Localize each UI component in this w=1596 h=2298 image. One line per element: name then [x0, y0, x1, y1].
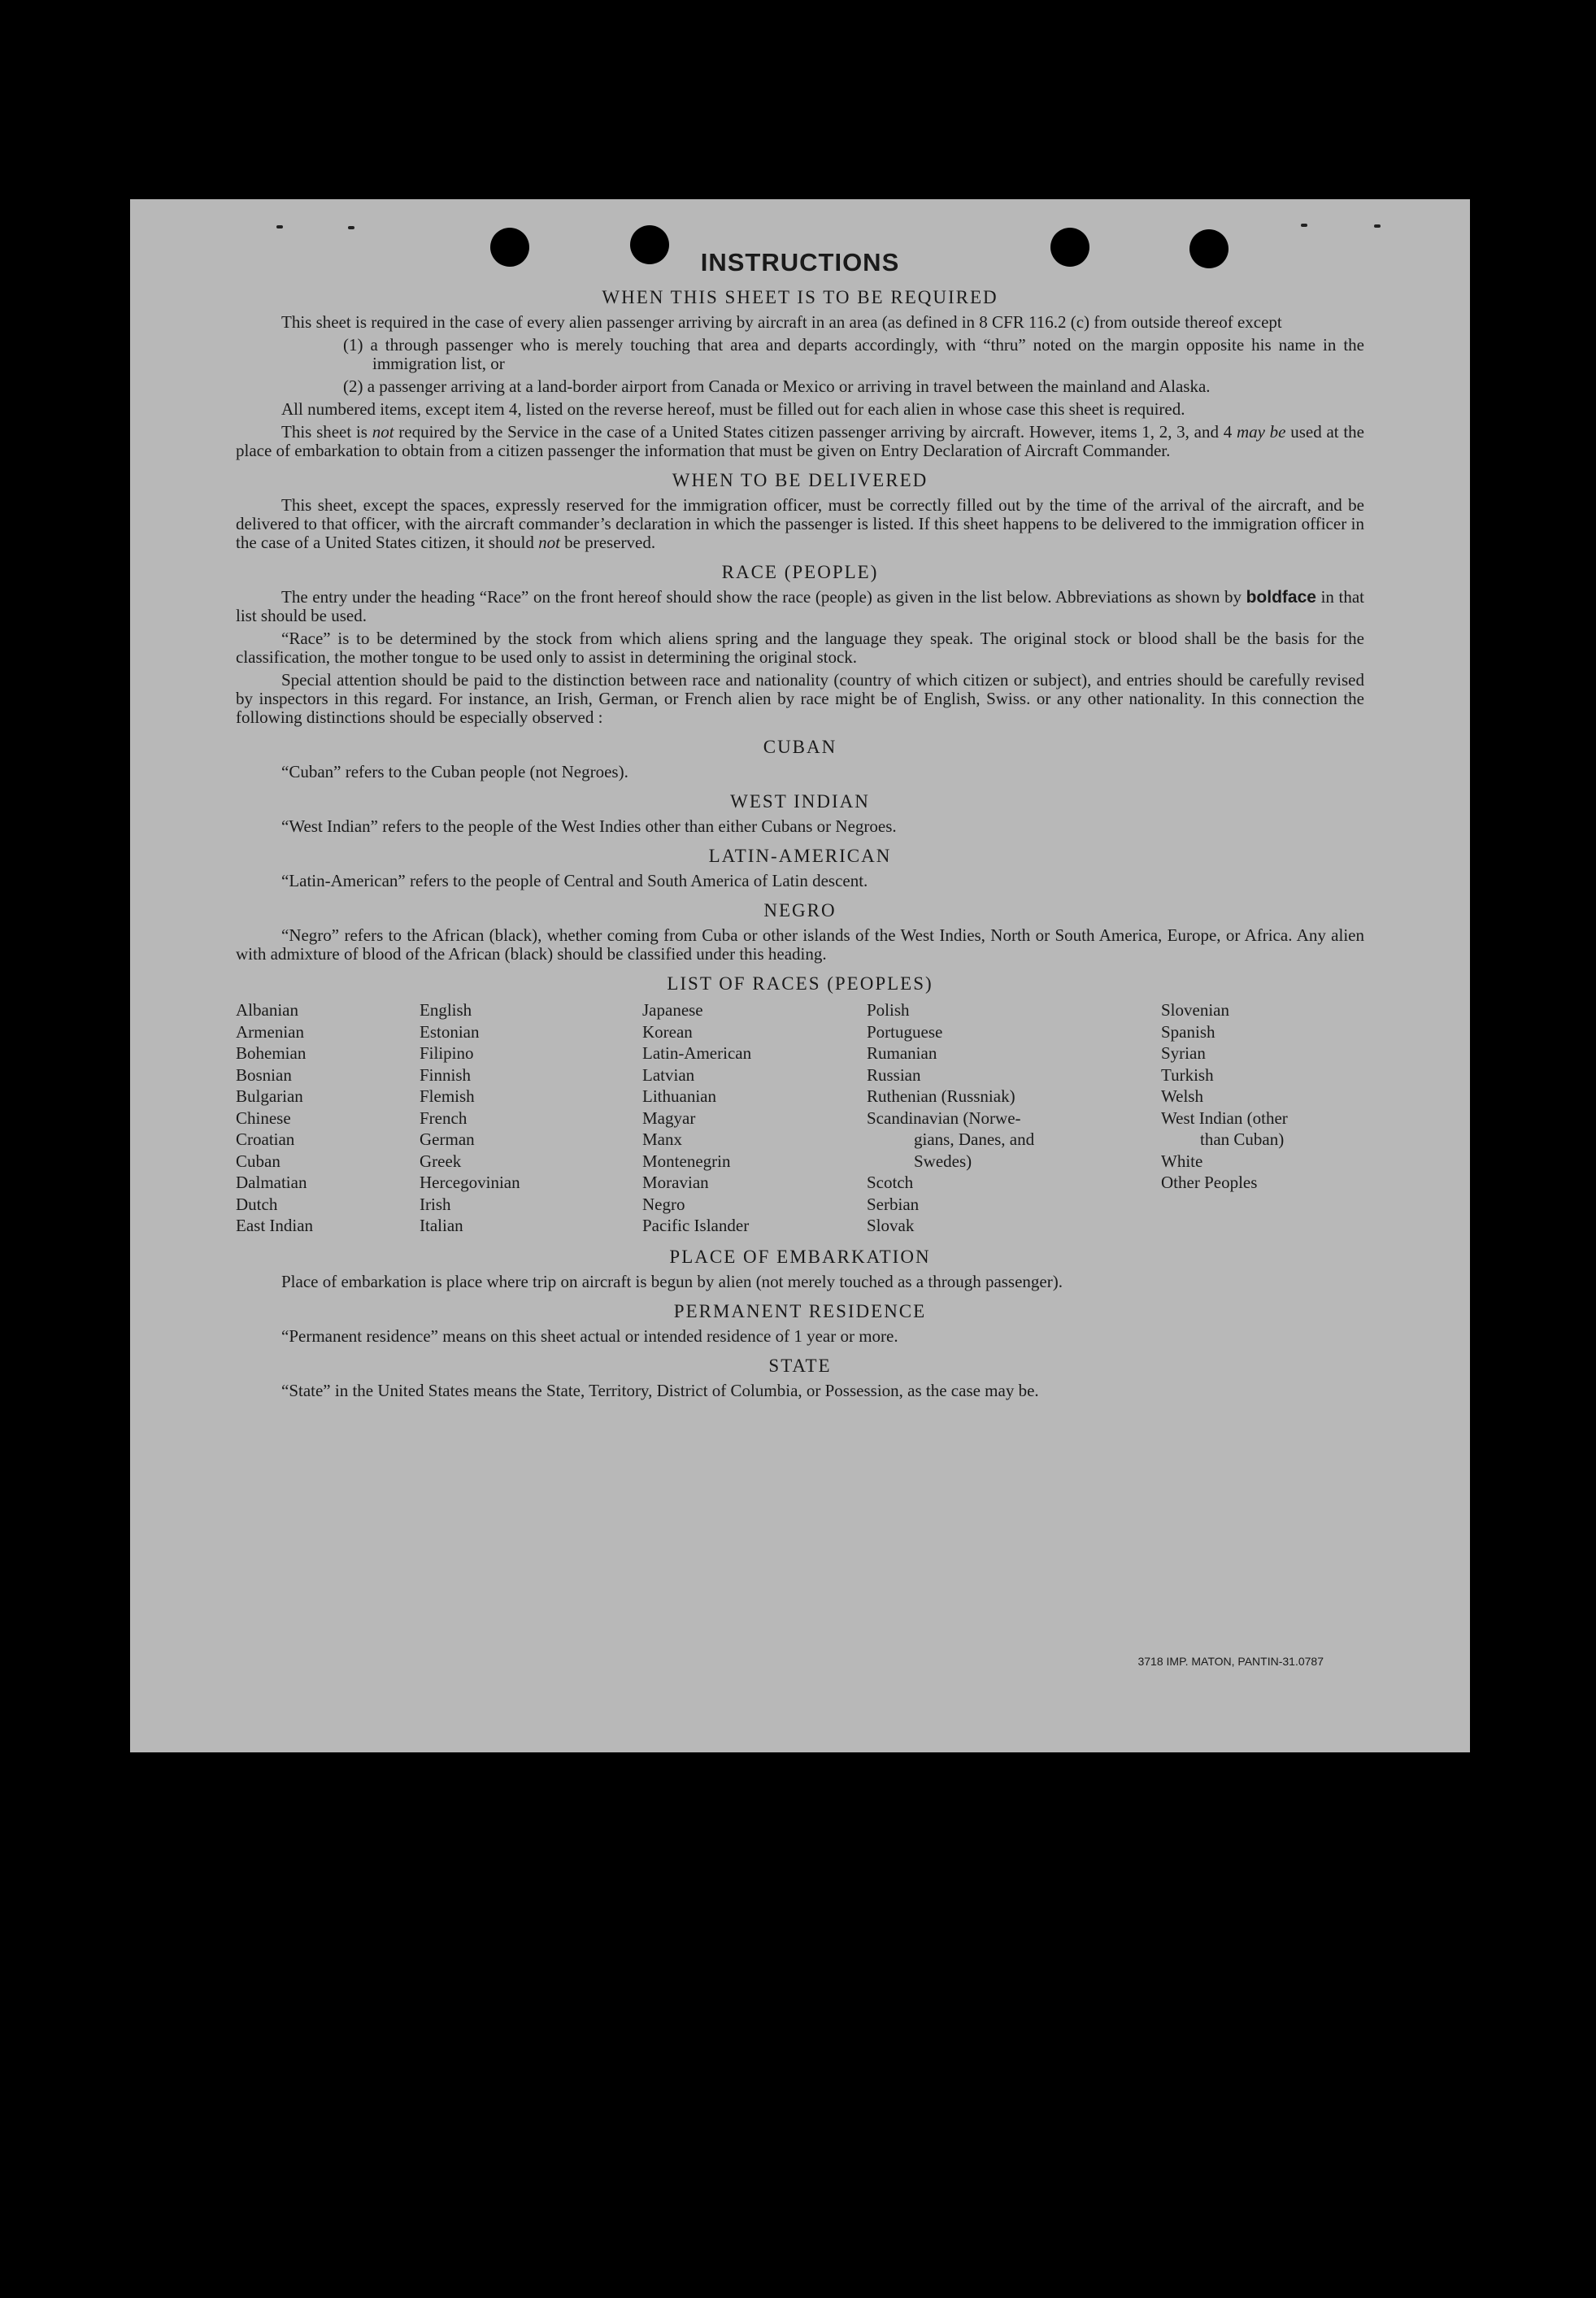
race-list-item: Hercegovinian [420, 1173, 520, 1192]
race-list-item: Japanese [642, 1000, 703, 1020]
race-list-item: gians, Danes, and [914, 1129, 1035, 1149]
race-list-item: Slovak [867, 1216, 915, 1235]
paragraph: “State” in the United States means the State, Territory, District of Columbia, or Possession, as the case may be. [281, 1380, 1039, 1400]
race-list-item: Magyar [642, 1108, 696, 1128]
race-list-item: Irish [420, 1194, 451, 1214]
race-list-item: German [420, 1129, 475, 1149]
section-heading-latin-american: LATIN-AMERICAN [708, 846, 892, 866]
race-list-item: Bohemian [236, 1043, 307, 1063]
race-list-item: Albanian [236, 1000, 298, 1020]
race-list-item: Negro [642, 1194, 685, 1214]
document-sheet [130, 199, 1470, 1752]
race-list-item: Bosnian [236, 1064, 292, 1085]
section-heading-cuban: CUBAN [763, 737, 837, 757]
races-column [642, 999, 867, 1237]
scan-speck [348, 226, 354, 229]
race-list-item: Rumanian [867, 1043, 937, 1063]
race-list-item: French [420, 1108, 467, 1128]
race-list-item: Lithuanian [642, 1086, 716, 1106]
races-list [236, 999, 1364, 1237]
boldface-word: boldface [1246, 588, 1316, 607]
race-list-item: White [1161, 1151, 1203, 1171]
race-list-item: Croatian [236, 1129, 295, 1149]
race-list-item: Italian [420, 1216, 463, 1235]
printer-code: 3718 IMP. MATON, PANTIN-31.0787 [1137, 1655, 1324, 1668]
race-list-item: Welsh [1161, 1086, 1203, 1106]
scan-speck [1374, 224, 1381, 228]
text-run: required by the Service in the case of a United States citizen passenger arriving by aircraft. However, items 1, 2, 3, and 4 [394, 422, 1237, 442]
race-list-item: Russian [867, 1064, 921, 1085]
emphasis: not [538, 533, 560, 552]
race-list-item: Bulgarian [236, 1086, 303, 1106]
race-list-item: Latin-American [642, 1043, 752, 1063]
race-list-item: West Indian (other [1161, 1108, 1288, 1128]
list-item: (2) a passenger arriving at a land-border airport from Canada or Mexico or arriving in travel between the mainland and Alaska. [343, 376, 1211, 396]
races-column [867, 999, 1161, 1237]
race-list-item: Ruthenian (Russniak) [867, 1086, 1015, 1106]
race-list-item: Scotch [867, 1173, 914, 1192]
text-run: in that list should be used. [236, 587, 1364, 625]
race-list-item: Finnish [420, 1064, 472, 1085]
paragraph [236, 423, 1364, 460]
scan-speck [1301, 224, 1307, 227]
page-title: INSTRUCTIONS [700, 248, 900, 276]
text-run: This sheet is [281, 422, 372, 442]
race-list-item: Dutch [236, 1194, 278, 1214]
paragraph: This sheet is required in the case of every alien passenger arriving by aircraft in an area (as defined in 8 CFR 116.2 (c) from outside thereof except [281, 312, 1282, 332]
list-item: (1) a through passenger who is merely touching that area and departs accordingly, with “thru” noted on the margin opposite his name in the immigration list, or [343, 335, 1364, 373]
race-list-item: Other Peoples [1161, 1173, 1258, 1192]
race-list-item: Portuguese [867, 1021, 943, 1042]
race-list-item: Greek [420, 1151, 462, 1171]
race-list-item: Korean [642, 1021, 693, 1042]
paragraph: All numbered items, except item 4, listed on the reverse hereof, must be filled out for each alien in whose case this sheet is required. [281, 399, 1185, 419]
race-list-item: Latvian [642, 1064, 695, 1085]
text-run: used at the place of embarkation to obtain from a citizen passenger the information that must be given on Entry Declaration of Aircraft Commander. [236, 422, 1364, 460]
races-column [1161, 999, 1364, 1237]
race-list-item: Pacific Islander [642, 1216, 750, 1235]
races-column [420, 999, 642, 1237]
section-heading-delivered: WHEN TO BE DELIVERED [672, 470, 928, 490]
paragraph [236, 588, 1364, 625]
race-list-item: Swedes) [914, 1151, 972, 1171]
race-list-item: Dalmatian [236, 1173, 307, 1192]
race-list-item: Spanish [1161, 1021, 1215, 1042]
section-heading-negro: NEGRO [763, 900, 837, 921]
race-list-item: Filipino [420, 1043, 474, 1063]
paragraph: Place of embarkation is place where trip on aircraft is begun by alien (not merely touched as a through passenger). [281, 1271, 1063, 1291]
race-list-item: East Indian [236, 1216, 314, 1235]
section-heading-race: RACE (PEOPLE) [721, 562, 879, 582]
race-list-item: Manx [642, 1129, 682, 1149]
text-run: This sheet, except the spaces, expressly reserved for the immigration officer, must be correctly filled out by the time of the arrival of the aircraft, and be delivered to that officer, with the aircraft commander’s declaration in which the passenger is listed. If this sheet happens to be delivered to the immigration officer in the case of a United States citizen, it should [236, 495, 1364, 552]
section-heading-state: STATE [768, 1355, 832, 1376]
race-list-item: English [420, 1000, 472, 1020]
emphasis: not [372, 422, 394, 442]
race-list-item: Scandinavian (Norwe- [867, 1108, 1021, 1128]
race-list-item: Armenian [236, 1021, 304, 1042]
race-list-item: Polish [867, 1000, 910, 1020]
race-list-item: Estonian [420, 1021, 480, 1042]
race-list-item: Serbian [867, 1194, 920, 1214]
race-list-item: Flemish [420, 1086, 475, 1106]
section-heading-required: WHEN THIS SHEET IS TO BE REQUIRED [602, 287, 998, 307]
paragraph: “Race” is to be determined by the stock from which aliens spring and the language they speak. The original stock or blood shall be the basis for the classification, the mother tongue to be used only to assist in determining the original stock. [236, 629, 1364, 667]
race-list-item: Slovenian [1161, 1000, 1229, 1020]
section-heading-residence: PERMANENT RESIDENCE [673, 1300, 927, 1321]
paragraph: “Permanent residence” means on this sheet actual or intended residence of 1 year or more. [281, 1325, 898, 1346]
paragraph: Special attention should be paid to the distinction between race and nationality (country of which citizen or subject), and entries should be carefully revised by inspectors in this regard. For instance, an Irish, German, or French alien by race might be of English, Swiss. or any other nationality. In this connection the following distinctions should be especially observed : [236, 670, 1364, 727]
race-list-item: than Cuban) [1200, 1129, 1285, 1149]
text-run: The entry under the heading “Race” on the front hereof should show the race (people) as given in the list below. Abbreviations as shown by [281, 587, 1246, 607]
race-list-item: Turkish [1161, 1064, 1214, 1085]
race-list-item: Moravian [642, 1173, 709, 1192]
section-heading-west-indian: WEST INDIAN [730, 791, 870, 812]
race-list-item: Syrian [1161, 1043, 1206, 1063]
text-run: be preserved. [559, 533, 656, 552]
paragraph [236, 496, 1364, 552]
emphasis: may be [1236, 422, 1286, 442]
scan-speck [276, 225, 283, 228]
section-heading-races-list: LIST OF RACES (PEOPLES) [667, 973, 933, 994]
races-column [236, 999, 420, 1237]
race-list-item: Cuban [236, 1151, 280, 1171]
race-list-item: Chinese [236, 1108, 291, 1128]
race-list-item: Montenegrin [642, 1151, 731, 1171]
paragraph: “Negro” refers to the African (black), whether coming from Cuba or other islands of the West Indies, North or South America, Europe, or Africa. Any alien with admixture of blood of the African (black) should be classified under this heading. [236, 925, 1364, 964]
section-heading-embarkation: PLACE OF EMBARKATION [669, 1246, 931, 1267]
paragraph: “Latin-American” refers to the people of Central and South America of Latin descent. [281, 871, 868, 890]
paragraph: “Cuban” refers to the Cuban people (not Negroes). [281, 762, 628, 781]
paragraph: “West Indian” refers to the people of the West Indies other than either Cubans or Negroes. [281, 816, 897, 836]
instructions-content [236, 248, 1364, 1404]
